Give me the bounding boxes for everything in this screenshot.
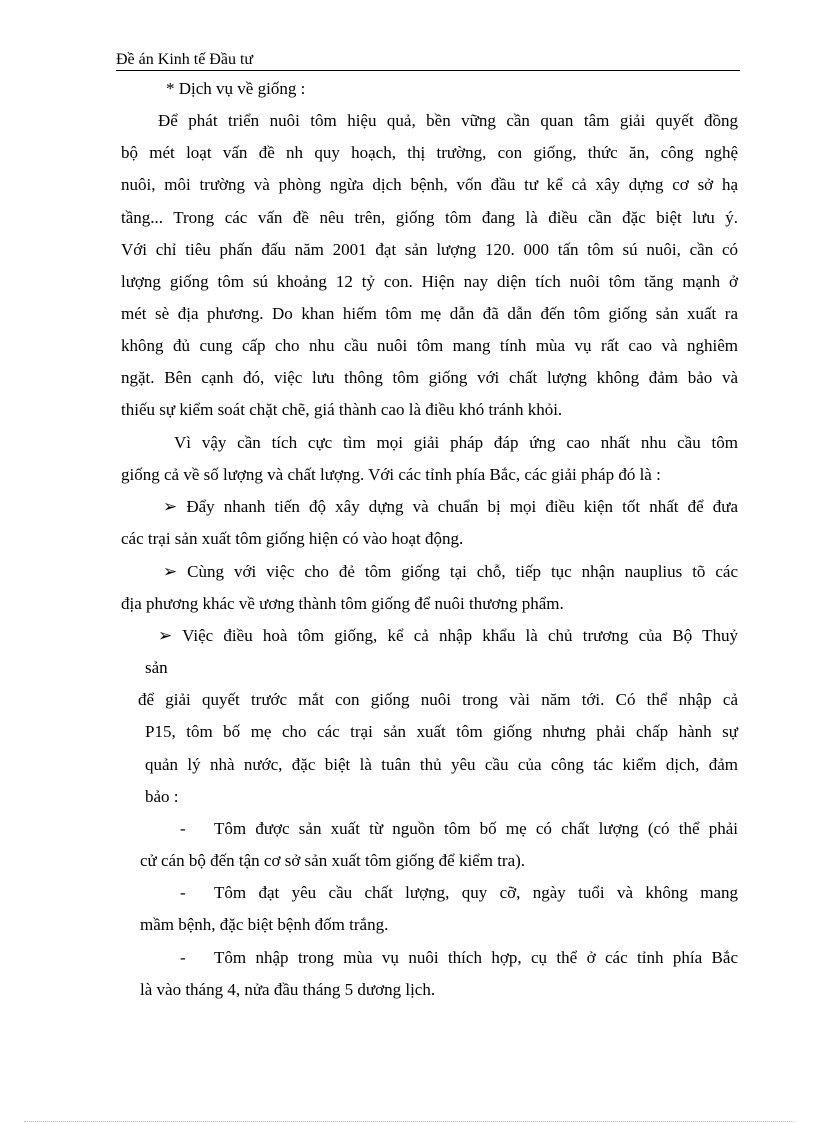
paragraph-line: các trại sản xuất tôm giống hiện có vào hoạt động.: [121, 529, 464, 548]
paragraph-line: mầm bệnh, đặc biệt bệnh đốm trắng.: [140, 915, 389, 934]
paragraph-line: quản lý nhà nước, đặc biệt là tuân thủ yêu cầu của công tác kiểm dịch, đảm: [145, 755, 738, 774]
paragraph-line: Để phát triển nuôi tôm hiệu quả, bền vững cần quan tâm giải quyết đồng: [158, 111, 738, 130]
paragraph-line: ngặt. Bên cạnh đó, việc lưu thông tôm giống với chất lượng không đảm bảo và: [121, 368, 738, 387]
bullet-item: ➢ Cùng với việc cho đẻ tôm giống tại chỗ, tiếp tục nhận nauplius tõ các: [163, 562, 738, 581]
paragraph-line: P15, tôm bố mẹ cho các trại sản xuất tôm giống nhưng phải chấp hành sự: [145, 722, 738, 741]
paragraph-line: giống cả về số lượng và chất lượng. Với các tỉnh phía Bắc, các giải pháp đó là :: [121, 465, 661, 484]
paragraph-line: tầng... Trong các vấn đề nêu trên, giống tôm đang là điều cần đặc biệt lưu ý.: [121, 208, 738, 227]
paragraph-line: mét sè địa phương. Do khan hiếm tôm mẹ dẫn đã dẫn đến tôm giống sản xuất ra: [121, 304, 738, 323]
paragraph-line: bảo :: [145, 787, 179, 806]
section-heading: * Dịch vụ về giống :: [166, 79, 306, 98]
dash-item: Tôm nhập trong mùa vụ nuôi thích hợp, cụ thể ở các tỉnh phía Bắc: [214, 948, 738, 967]
paragraph-line: cử cán bộ đến tận cơ sở sản xuất tôm giống để kiểm tra).: [140, 851, 526, 870]
dash-marker: -: [180, 948, 186, 967]
paragraph-line: nuôi, môi trường và phòng ngừa dịch bệnh, vốn đầu tư kể cả xây dựng cơ sở hạ: [121, 175, 738, 194]
paragraph-line: thiếu sự kiểm soát chặt chẽ, giá thành cao là điều khó tránh khỏi.: [121, 400, 563, 419]
dash-marker: -: [180, 883, 186, 902]
paragraph-line: để giải quyết trước mắt con giống nuôi trong vài năm tới. Có thể nhập cả: [138, 690, 738, 709]
paragraph-line: là vào tháng 4, nửa đầu tháng 5 dương lịch.: [140, 980, 436, 999]
page-header: Đề án Kinh tế Đầu tư: [116, 50, 740, 71]
paragraph-line: bộ mét loạt vấn đề nh quy hoạch, thị trường, con giống, thức ăn, công nghệ: [121, 143, 738, 162]
paragraph-line: không đủ cung cấp cho nhu cầu nuôi tôm mang tính mùa vụ rất cao và nghiêm: [121, 336, 738, 355]
dash-item: Tôm đạt yêu cầu chất lượng, quy cỡ, ngày tuổi và không mang: [214, 883, 738, 902]
page-bottom-border: [24, 1121, 794, 1122]
dash-marker: -: [180, 819, 186, 838]
bullet-item: ➢ Việc điều hoà tôm giống, kể cả nhập khẩu là chủ trương của Bộ Thuỷ: [158, 626, 738, 645]
bullet-item: ➢ Đẩy nhanh tiến độ xây dựng và chuẩn bị mọi điều kiện tốt nhất để đưa: [163, 497, 738, 516]
paragraph-line: Vì vậy cần tích cực tìm mọi giải pháp đáp ứng cao nhất nhu cầu tôm: [174, 433, 738, 452]
paragraph-line: Với chỉ tiêu phấn đấu năm 2001 đạt sản lượng 120. 000 tấn tôm sú nuôi, cần có: [121, 240, 738, 259]
dash-item: Tôm được sản xuất từ nguồn tôm bố mẹ có chất lượng (có thể phải: [214, 819, 738, 838]
paragraph-line: địa phương khác về ương thành tôm giống để nuôi thương phẩm.: [121, 594, 564, 613]
paragraph-line: lượng giống tôm sú khoảng 12 tỷ con. Hiện nay diện tích nuôi tôm tăng mạnh ở: [121, 272, 738, 291]
paragraph-line: sản: [145, 658, 168, 677]
